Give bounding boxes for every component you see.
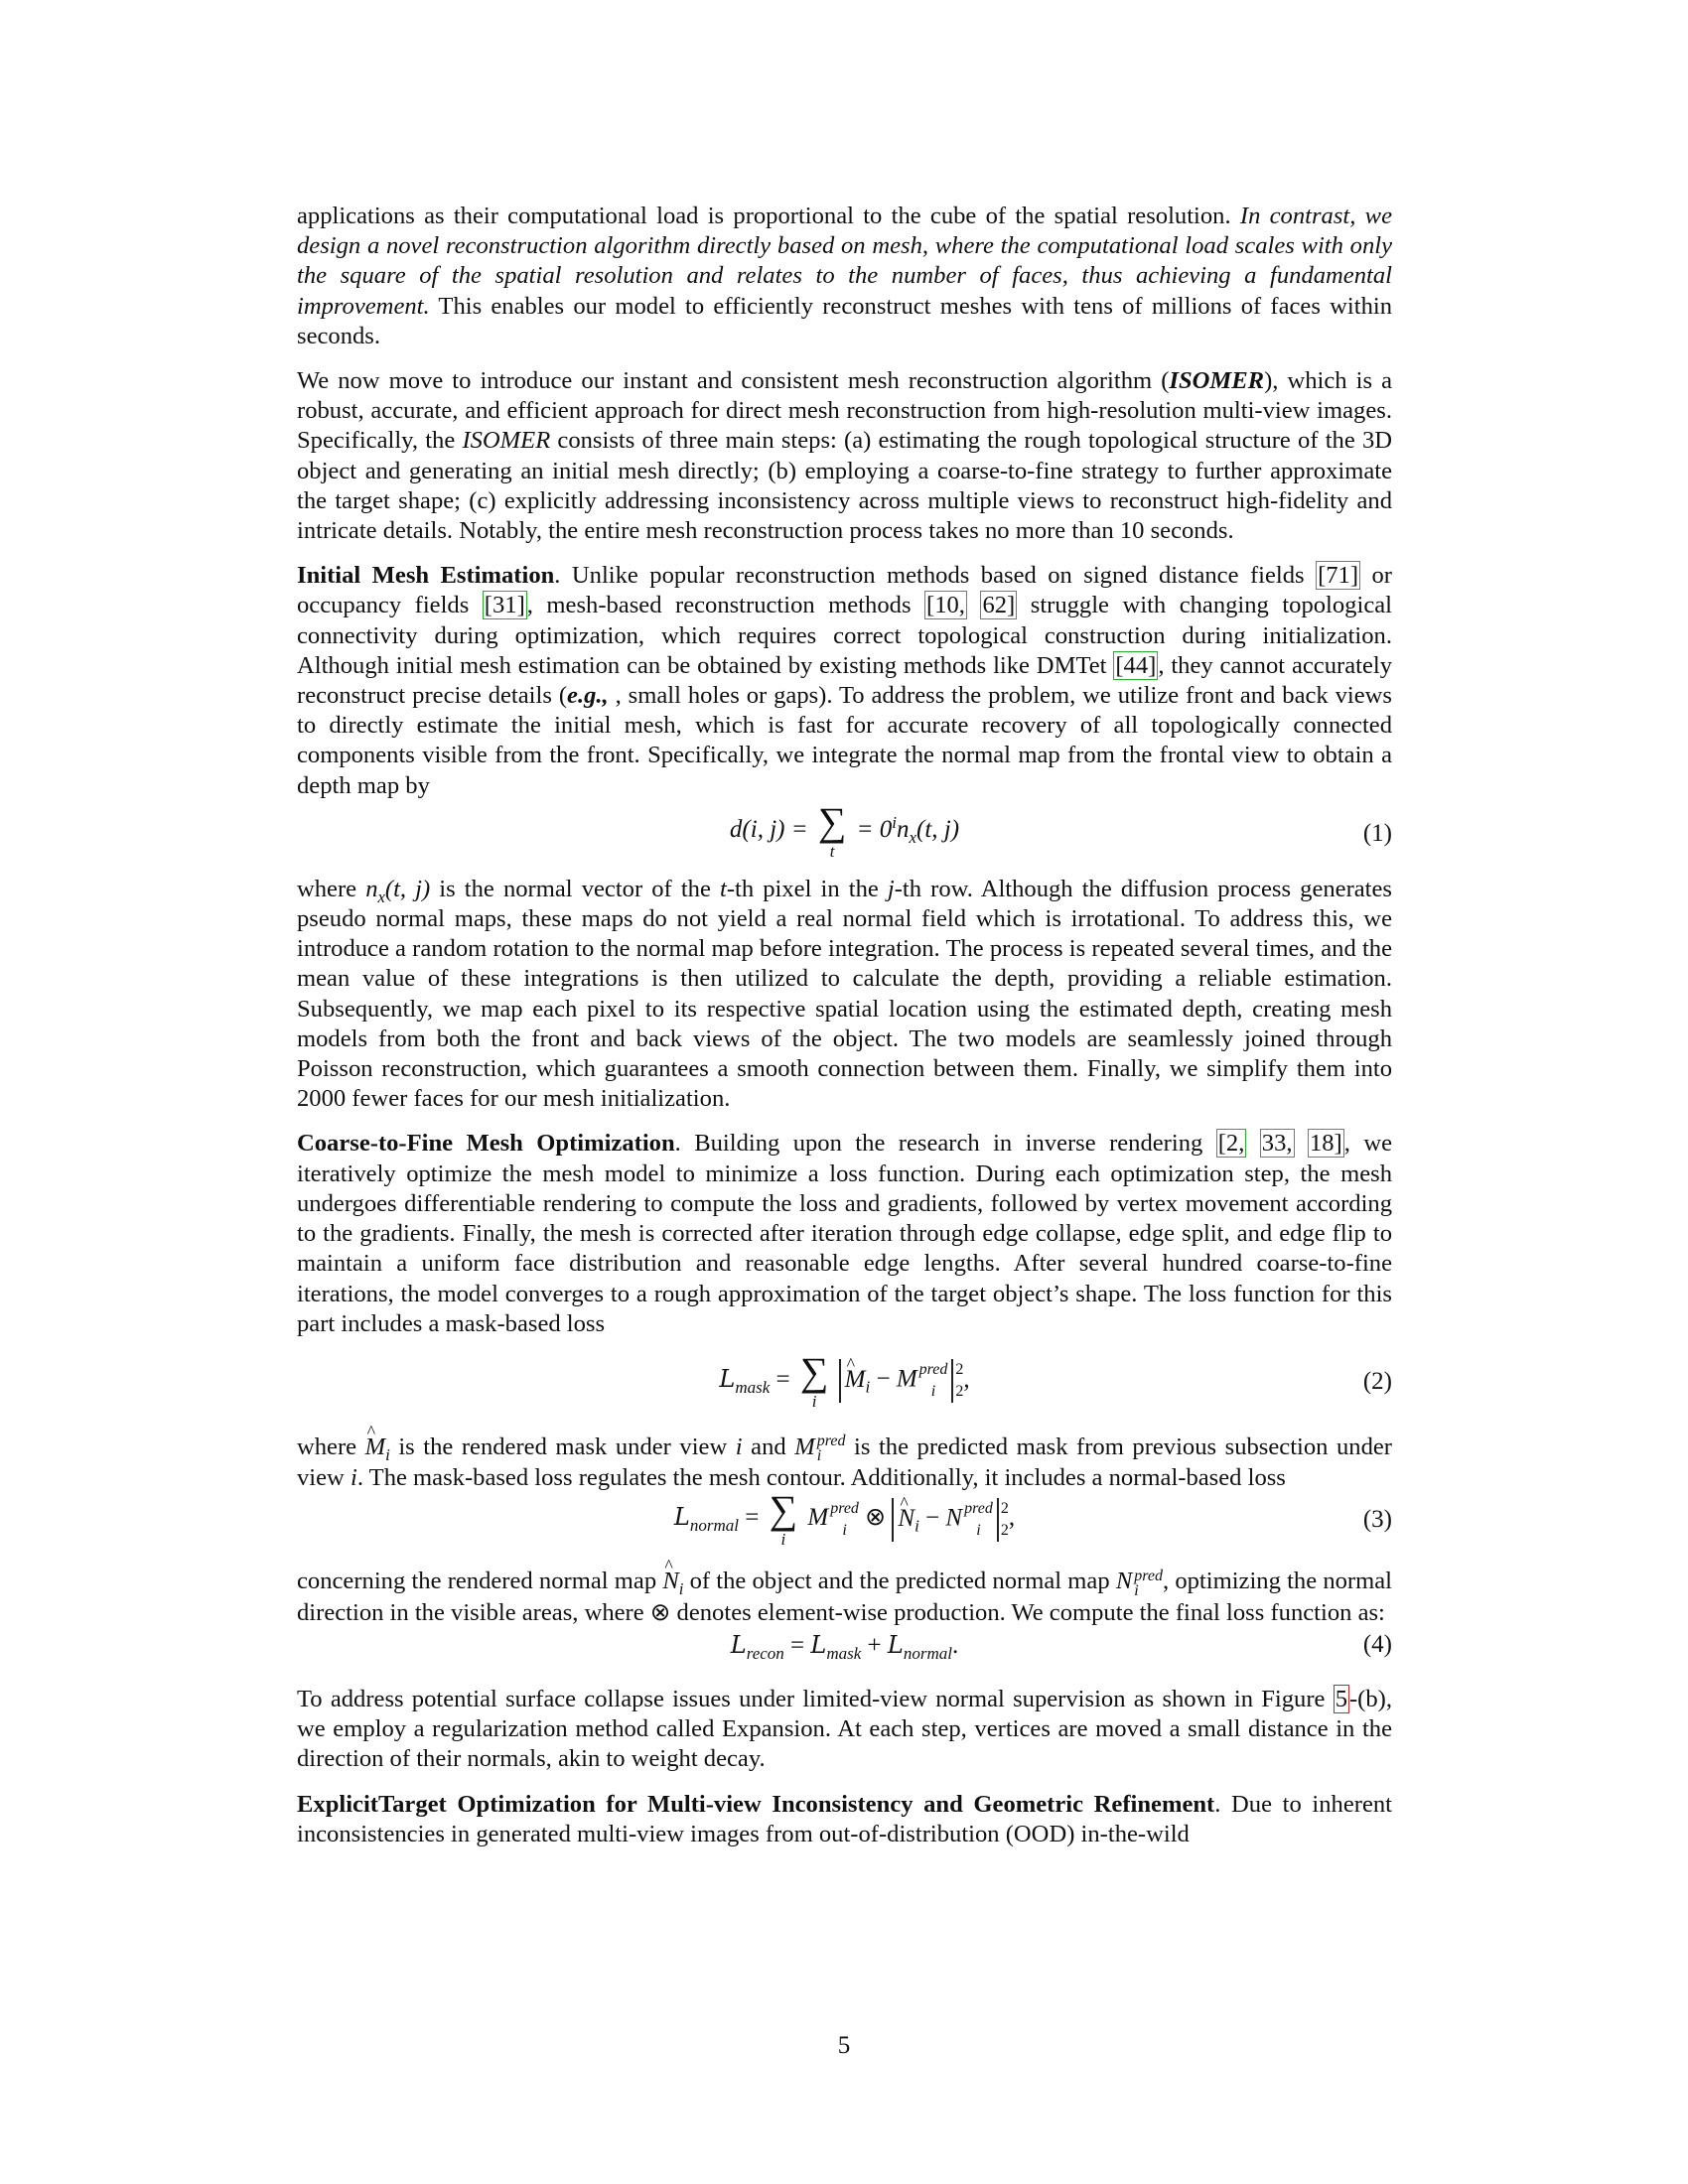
math-run: pred bbox=[816, 1433, 846, 1450]
math-run: t bbox=[829, 841, 835, 861]
norm-bars bbox=[839, 1359, 954, 1403]
math-run: L bbox=[810, 1631, 827, 1660]
math-run: n bbox=[365, 875, 378, 902]
paragraph-coarse-to-fine bbox=[297, 1129, 1392, 1338]
math-run: d(i, j) = bbox=[729, 816, 808, 844]
equation-number: (4) bbox=[1362, 1631, 1392, 1659]
summation: ∑ t bbox=[817, 798, 847, 861]
math-run: pred bbox=[918, 1361, 948, 1379]
math-run: 2 bbox=[1000, 1521, 1009, 1539]
math-run: 2 bbox=[955, 1361, 964, 1379]
math-run: − bbox=[870, 1366, 897, 1394]
text-run: . The mask-based loss regulates the mesh contour. Additionally, it includes a normal-based loss bbox=[356, 1464, 1286, 1492]
math-run: i bbox=[1134, 1581, 1139, 1599]
text-run: This enables our model to efficiently reconstruct meshes with tens of millions of faces within seconds. bbox=[297, 292, 1392, 349]
math-run: i bbox=[892, 812, 897, 832]
text-run: , optimizing the normal direction in the visible areas, where ⊗ denotes element-wise production. We compute the final loss function as: bbox=[297, 1568, 1392, 1626]
math-run: M bbox=[807, 1504, 829, 1532]
text-run: is the rendered mask under view bbox=[389, 1433, 736, 1460]
text-run: consists of three main steps: (a) estimating the rough topological structure of the 3D object and generating an initial mesh directly; (b) employing a coarse-to-fine strategy to further approximate the target shape; (c) explicitly addressing inconsistency across multiple views to reconstruct high-fidelity and intricate details. Notably, the entire mesh reconstruction process takes no more than 10 seconds. bbox=[297, 427, 1392, 545]
italic-run: e.g., bbox=[567, 682, 609, 710]
math-run: mask bbox=[735, 1378, 771, 1398]
paragraph-isomer bbox=[297, 366, 1392, 546]
text-run: is the predicted mask from previous subsection under view bbox=[297, 1433, 1393, 1492]
math-run: L bbox=[719, 1365, 736, 1394]
text-run: and bbox=[742, 1433, 795, 1460]
section-heading: Coarse-to-Fine Mesh Optimization bbox=[297, 1130, 675, 1158]
math-run: n bbox=[896, 816, 910, 844]
math-run: i bbox=[865, 1378, 871, 1398]
math-run: = 0 bbox=[856, 816, 893, 844]
math-run: i bbox=[678, 1579, 684, 1599]
math-run: i bbox=[385, 1444, 390, 1464]
equation-2 bbox=[297, 1339, 1392, 1431]
equation-4 bbox=[297, 1628, 1392, 1670]
text-run: where bbox=[297, 875, 366, 902]
text-run: . Due to inherent inconsistencies in generated multi-view images from out-of-distribution (OOD) in-the-wild bbox=[297, 1790, 1392, 1847]
math-run: M bbox=[794, 1433, 815, 1460]
paragraph-normal-loss bbox=[297, 1567, 1392, 1628]
text-run: -th row. Although the diffusion process generates pseudo normal maps, these maps do not yield a real normal field which is irrotational. To address this, we introduce a random rotation to the normal map before integration. The process is repeated several times, and the mean value of these integrations is then utilized to calculate the depth, providing a reliable estimation. Subsequently, we map each pixel to its respective spatial location using the estimated depth, creating mesh models from both the front and back views of the object. The two models are seamlessly joined through Poisson reconstruction, which guarantees a smooth connection between them. Finally, we simplify them into 2000 fewer faces for our mesh initialization. bbox=[297, 875, 1393, 1113]
page-number: 5 bbox=[837, 2032, 851, 2059]
section-heading: Initial Mesh Estimation bbox=[297, 562, 555, 590]
figure-ref-link[interactable]: 5 bbox=[1335, 1686, 1347, 1713]
equation-number: (1) bbox=[1362, 819, 1392, 847]
math-run: = bbox=[783, 1632, 811, 1660]
math-run: i bbox=[811, 1391, 817, 1411]
math-run: recon bbox=[746, 1644, 784, 1664]
math-run: N bbox=[945, 1504, 963, 1532]
text-run: . Unlike popular reconstruction methods based on signed distance fields bbox=[554, 562, 1317, 590]
citation-link[interactable]: [31] bbox=[484, 592, 525, 619]
math-run: i bbox=[350, 1464, 357, 1492]
math-run: N bbox=[1115, 1568, 1133, 1595]
equation-body bbox=[297, 798, 1392, 861]
math-run: 2 bbox=[1000, 1499, 1009, 1517]
math-run: L bbox=[673, 1503, 690, 1532]
text-run: where bbox=[297, 1433, 365, 1460]
math-run: , bbox=[963, 1366, 970, 1394]
text-run: of the object and the predicted normal map bbox=[683, 1568, 1116, 1595]
math-run: L bbox=[730, 1631, 747, 1660]
method-name: ISOMER bbox=[462, 427, 551, 455]
paper-body bbox=[297, 202, 1392, 1849]
math-run: i bbox=[780, 1530, 786, 1550]
norm-bars bbox=[892, 1498, 998, 1542]
math-run: i bbox=[842, 1521, 847, 1539]
paragraph-normal-integration bbox=[297, 875, 1392, 1115]
text-run: is the normal vector of the bbox=[430, 875, 720, 902]
equation-body bbox=[297, 1487, 1392, 1550]
paragraph-intro bbox=[297, 202, 1392, 351]
text-run: struggle with changing topological connectivity during optimization, which requires correct topological construction during initialization. Although initial mesh estimation can be obtained by existing methods like DMTet bbox=[297, 592, 1392, 679]
equation-3 bbox=[297, 1487, 1392, 1565]
summation: ∑ i bbox=[769, 1487, 798, 1550]
math-run: i bbox=[816, 1447, 822, 1465]
text-run: To address potential surface collapse issues under limited-view normal supervision as shown in Figure bbox=[297, 1686, 1334, 1713]
math-run: 2 bbox=[955, 1383, 964, 1401]
math-run: mask bbox=[826, 1644, 862, 1664]
math-run: ⊗ bbox=[858, 1504, 893, 1532]
math-run: t bbox=[719, 875, 727, 902]
math-run: N bbox=[898, 1504, 915, 1532]
math-run: = bbox=[770, 1366, 796, 1394]
paragraph-initial-mesh bbox=[297, 561, 1392, 801]
text-run: -th pixel in the bbox=[726, 875, 888, 902]
italic-run: In contrast, we design a novel reconstruction algorithm directly based on mesh, where the computational load scales with only the square of the spatial resolution and relates to the number of faces, thus achieving a fundamental improvement. bbox=[297, 203, 1392, 320]
citation-link[interactable]: [2, bbox=[1217, 1130, 1245, 1158]
math-run: i bbox=[735, 1433, 743, 1460]
text-run: , small holes or gaps). To address the problem, we utilize front and back views to directly estimate the initial mesh, which is fast for accurate recovery of all topologically connected components visible from the front. Specifically, we integrate the normal map from the frontal view to obtain a depth map by bbox=[297, 682, 1392, 799]
math-run: pred bbox=[830, 1499, 859, 1517]
math-run: i bbox=[914, 1516, 919, 1536]
text-run: or occupancy fields bbox=[297, 562, 1392, 619]
text-run bbox=[967, 592, 981, 618]
math-run: i bbox=[976, 1521, 981, 1539]
math-run: L bbox=[887, 1631, 904, 1660]
text-run: concerning the rendered normal map bbox=[297, 1568, 663, 1595]
text-run: , we iteratively optimize the mesh model to minimize a loss function. During each optimization step, the mesh undergoes differentiable rendering to compute the loss and gradients, followed by vertex movement according to the gradients. Finally, the mesh is corrected after iteration through edge collapse, edge split, and edge flip to maintain a uniform face distribution and reasonable edge lengths. After several hundred coarse-to-fine iterations, the model converges to a rough approximation of the target object’s shape. The loss function for this part includes a mask-based loss bbox=[297, 1130, 1392, 1337]
summation: ∑ i bbox=[799, 1348, 829, 1411]
math-run: + bbox=[861, 1632, 888, 1660]
math-run: normal bbox=[689, 1516, 739, 1536]
math-run: pred bbox=[1134, 1567, 1163, 1584]
text-run: . Building upon the research in inverse rendering bbox=[674, 1130, 1216, 1158]
citation-link[interactable]: 18] bbox=[1309, 1130, 1342, 1158]
math-run: M bbox=[844, 1366, 866, 1394]
math-run: (t, j) bbox=[916, 816, 960, 844]
citation-link[interactable]: [10, bbox=[926, 592, 965, 619]
math-run: = bbox=[738, 1504, 766, 1532]
math-run: x bbox=[377, 887, 385, 906]
equation-body bbox=[297, 1630, 1392, 1664]
paragraph-explicit-target bbox=[297, 1790, 1392, 1849]
method-name: ISOMER bbox=[1169, 367, 1265, 395]
math-run: M bbox=[896, 1366, 917, 1394]
math-run: − bbox=[918, 1504, 946, 1532]
math-run: M bbox=[364, 1433, 386, 1460]
math-run: . bbox=[951, 1632, 959, 1660]
citation-link[interactable]: 62] bbox=[982, 592, 1016, 619]
math-run: i bbox=[930, 1383, 936, 1401]
text-run: -(b), we employ a regularization method called Expansion. At each step, vertices are moved a small distance in the direction of their normals, akin to weight decay. bbox=[297, 1686, 1392, 1773]
paragraph-mask-loss bbox=[297, 1433, 1392, 1494]
equation-number: (2) bbox=[1362, 1367, 1392, 1395]
equation-body bbox=[297, 1348, 1392, 1411]
citation-link[interactable]: [71] bbox=[1318, 562, 1359, 590]
section-heading: ExplicitTarget Optimization for Multi-view Inconsistency and Geometric Refinement bbox=[297, 1790, 1215, 1818]
math-run: (t, j) bbox=[384, 875, 431, 902]
text-run: applications as their computational load is proportional to the cube of the spatial resolution. bbox=[297, 203, 1240, 229]
citation-link[interactable]: 33, bbox=[1261, 1130, 1293, 1158]
math-run: normal bbox=[903, 1644, 952, 1664]
paragraph-expansion bbox=[297, 1685, 1392, 1775]
citation-link[interactable]: [44] bbox=[1115, 651, 1157, 679]
text-run: ), which is a robust, accurate, and efficient approach for direct mesh reconstruction from high-resolution multi-view images. Specifically, the bbox=[297, 367, 1392, 455]
math-run: , bbox=[1008, 1504, 1016, 1532]
math-run: N bbox=[662, 1568, 679, 1595]
equation-number: (3) bbox=[1362, 1506, 1392, 1534]
text-run: , mesh-based reconstruction methods bbox=[526, 592, 925, 619]
text-run: , they cannot accurately reconstruct precise details ( bbox=[297, 651, 1392, 710]
equation-1 bbox=[297, 798, 1392, 871]
text-run: We now move to introduce our instant and consistent mesh reconstruction algorithm ( bbox=[297, 367, 1170, 395]
math-run: x bbox=[909, 828, 917, 848]
math-run: j bbox=[887, 875, 895, 902]
math-run: pred bbox=[964, 1499, 993, 1517]
